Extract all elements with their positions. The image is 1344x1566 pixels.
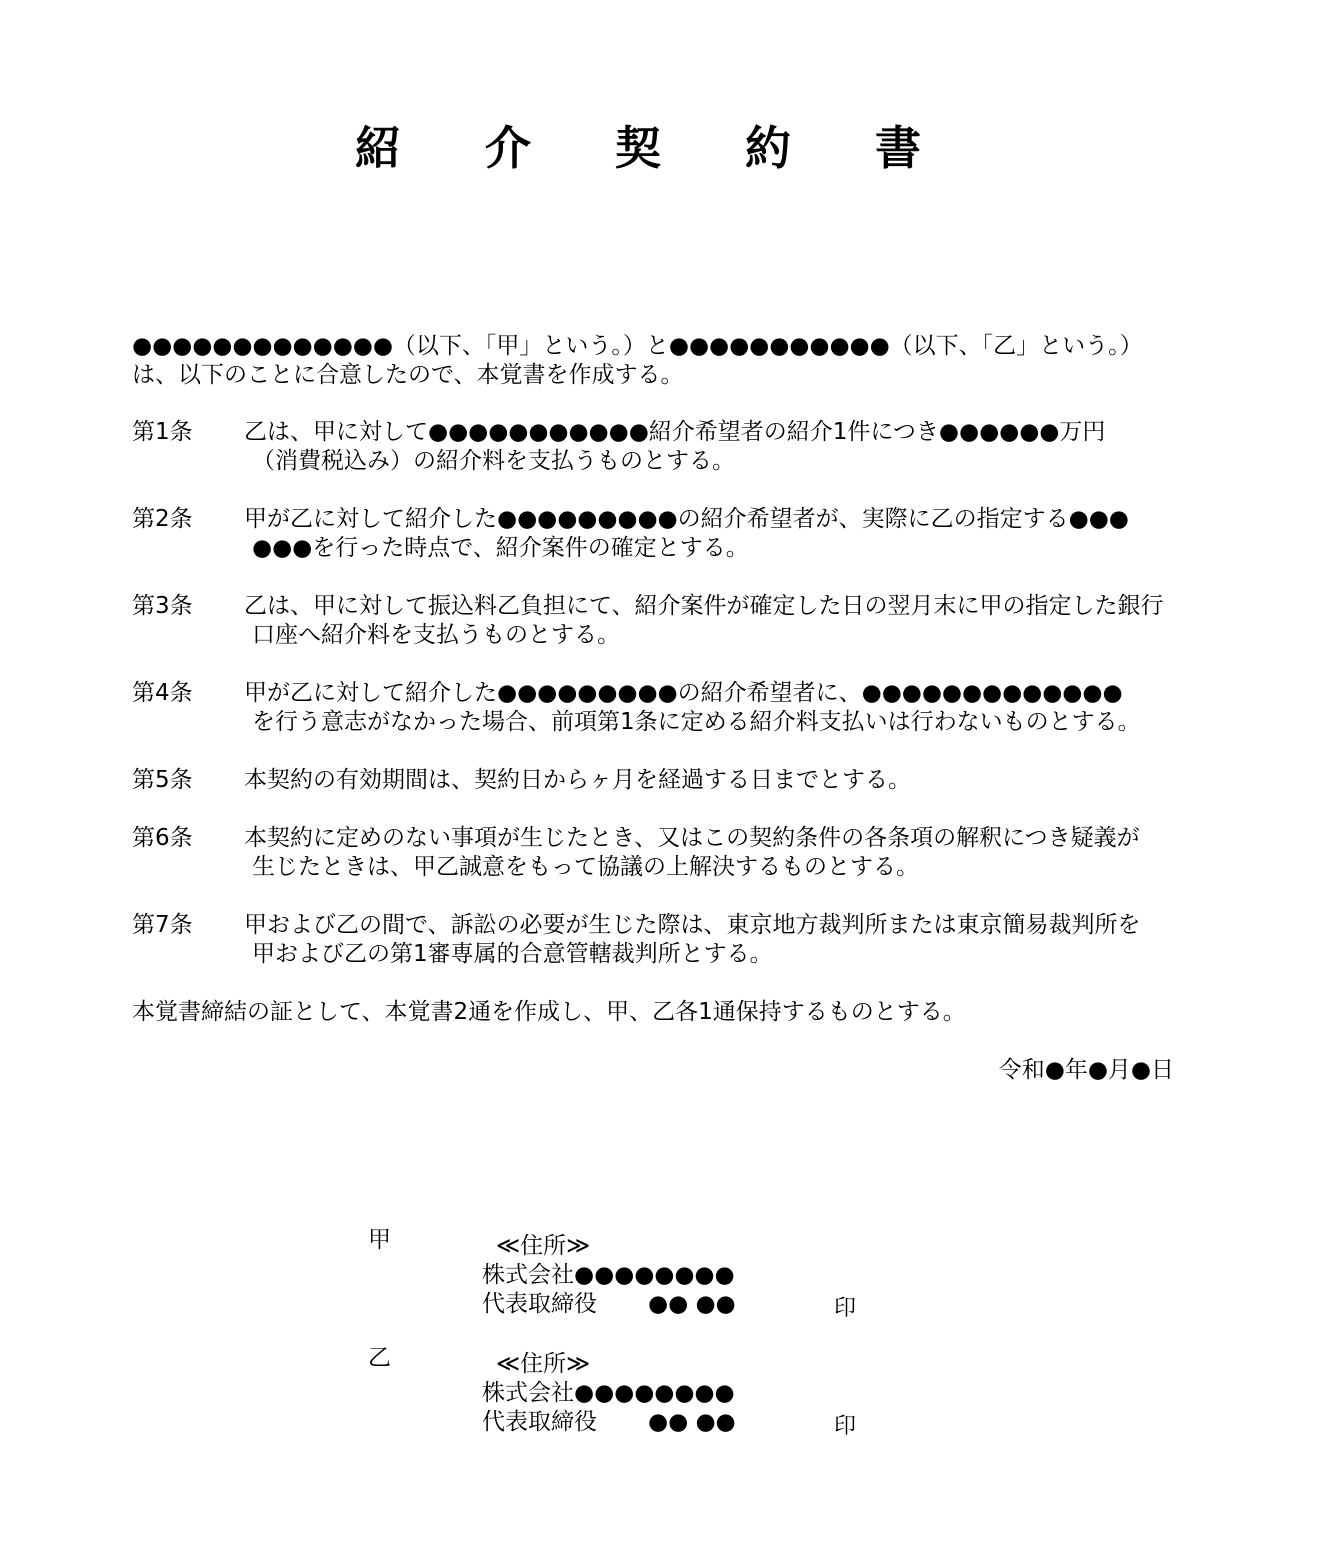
party-seal-mark: 印 bbox=[834, 1296, 857, 1321]
article-text-line-2: を行う意志がなかった場合、前項第1条に定める紹介料支払いは行わないものとする。 bbox=[252, 709, 1141, 735]
party-representative-title: 代表取締役 bbox=[482, 1409, 597, 1435]
party-label: 乙 bbox=[368, 1345, 391, 1371]
document-title: 紹 介 契 約 書 bbox=[354, 121, 956, 175]
intro-line-1: ●●●●●●●●●●●●●（以下、「甲」という。）と●●●●●●●●●●●（以下、「乙」という。） bbox=[132, 333, 1143, 359]
article-number: 第6条 bbox=[132, 825, 193, 851]
article-text-line-2: 生じたときは、甲乙誠意をもって協議の上解決するものとする。 bbox=[252, 854, 919, 880]
article-4 bbox=[132, 679, 1252, 737]
party-representative-name: ●● ●● bbox=[648, 1409, 736, 1435]
article-1 bbox=[132, 418, 1252, 476]
article-text-line-1: 本契約の有効期間は、契約日からヶ月を経過する日までとする。 bbox=[244, 767, 911, 793]
article-text-line-2: 口座へ紹介料を支払うものとする。 bbox=[252, 622, 620, 648]
party-representative-name: ●● ●● bbox=[648, 1291, 736, 1317]
article-text-line-1: 乙は、甲に対して●●●●●●●●●●●紹介希望者の紹介1件につき●●●●●●万円 bbox=[244, 419, 1106, 445]
party-address: ≪住所≫ bbox=[496, 1351, 591, 1377]
intro-line-2: は、以下のことに合意したので、本覚書を作成する。 bbox=[132, 362, 684, 388]
article-text-line-1: 甲が乙に対して紹介した●●●●●●●●●の紹介希望者が、実際に乙の指定する●●● bbox=[244, 506, 1129, 532]
intro-paragraph bbox=[132, 332, 1252, 390]
party-company: 株式会社●●●●●●●● bbox=[482, 1380, 735, 1406]
article-text-line-1: 甲および乙の間で、訴訟の必要が生じた際は、東京地方裁判所または東京簡易裁判所を bbox=[244, 912, 1141, 938]
party-seal-mark: 印 bbox=[834, 1414, 857, 1439]
party-representative-title: 代表取締役 bbox=[482, 1291, 597, 1317]
article-7 bbox=[132, 911, 1252, 969]
party-label: 甲 bbox=[368, 1227, 391, 1253]
party-company: 株式会社●●●●●●●● bbox=[482, 1262, 735, 1288]
article-number: 第2条 bbox=[132, 506, 193, 532]
article-number: 第5条 bbox=[132, 767, 193, 793]
article-5 bbox=[132, 766, 1252, 795]
article-number: 第4条 bbox=[132, 680, 193, 706]
party-address: ≪住所≫ bbox=[496, 1233, 591, 1259]
article-2 bbox=[132, 505, 1252, 563]
article-number: 第1条 bbox=[132, 419, 193, 445]
article-number: 第3条 bbox=[132, 593, 193, 619]
closing-statement: 本覚書締結の証として、本覚書2通を作成し、甲、乙各1通保持するものとする。 bbox=[132, 999, 966, 1025]
article-text-line-1: 甲が乙に対して紹介した●●●●●●●●●の紹介希望者に、●●●●●●●●●●●●● bbox=[244, 680, 1123, 706]
article-text-line-2: 甲および乙の第1審専属的合意管轄裁判所とする。 bbox=[252, 941, 773, 967]
article-6 bbox=[132, 824, 1252, 882]
article-text-line-1: 本契約に定めのない事項が生じたとき、又はこの契約条件の各条項の解釈につき疑義が bbox=[244, 825, 1140, 851]
article-3 bbox=[132, 592, 1252, 650]
article-number: 第7条 bbox=[132, 912, 193, 938]
article-text-line-1: 乙は、甲に対して振込料乙負担にて、紹介案件が確定した日の翌月末に甲の指定した銀行 bbox=[244, 593, 1164, 619]
articles-list bbox=[132, 418, 1252, 998]
contract-date: 令和●年●月●日 bbox=[998, 1057, 1174, 1083]
article-text-line-2: （消費税込み）の紹介料を支払うものとする。 bbox=[252, 448, 735, 474]
article-text-line-2: ●●●を行った時点で、紹介案件の確定とする。 bbox=[252, 535, 749, 561]
